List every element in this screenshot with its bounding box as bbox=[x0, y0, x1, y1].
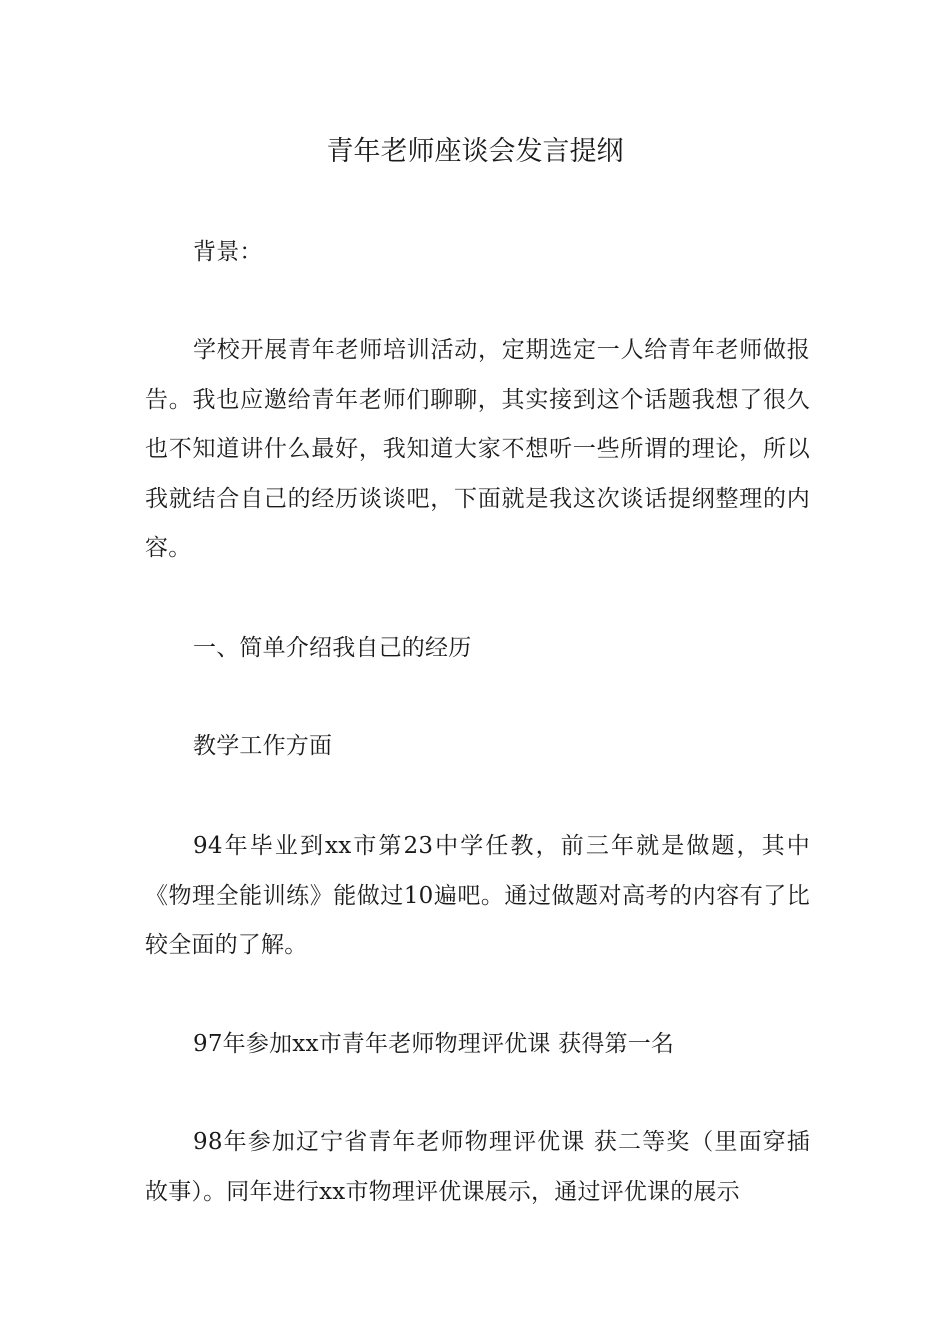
paragraph-year-97: 97年参加xx市青年老师物理评优课 获得第一名 bbox=[193, 1031, 675, 1057]
paragraph-year-94: 94年毕业到xx市第23中学任教，前三年就是做题，其中《物理全能训练》能做过10遍吧。通过做题对高考的内容有了比较全面的了解。 bbox=[145, 833, 810, 958]
background-label: 背景： bbox=[193, 239, 263, 265]
document-title: 青年老师座谈会发言提纲 bbox=[326, 136, 624, 167]
section-one-heading: 一、简单介绍我自己的经历 bbox=[193, 635, 472, 661]
intro-paragraph: 学校开展青年老师培训活动，定期选定一人给青年老师做报告。我也应邀给青年老师们聊聊，其实接到这个话题我想了很久也不知道讲什么最好，我知道大家不想听一些所谓的理论，所以我就结合自己的经历谈谈吧，下面就是我这次谈话提纲整理的内容。 bbox=[145, 337, 810, 561]
teaching-heading: 教学工作方面 bbox=[193, 733, 333, 759]
paragraph-year-98: 98年参加辽宁省青年老师物理评优课 获二等奖（里面穿插故事）。同年进行xx市物理评优课展示，通过评优课的展示 bbox=[145, 1129, 810, 1205]
